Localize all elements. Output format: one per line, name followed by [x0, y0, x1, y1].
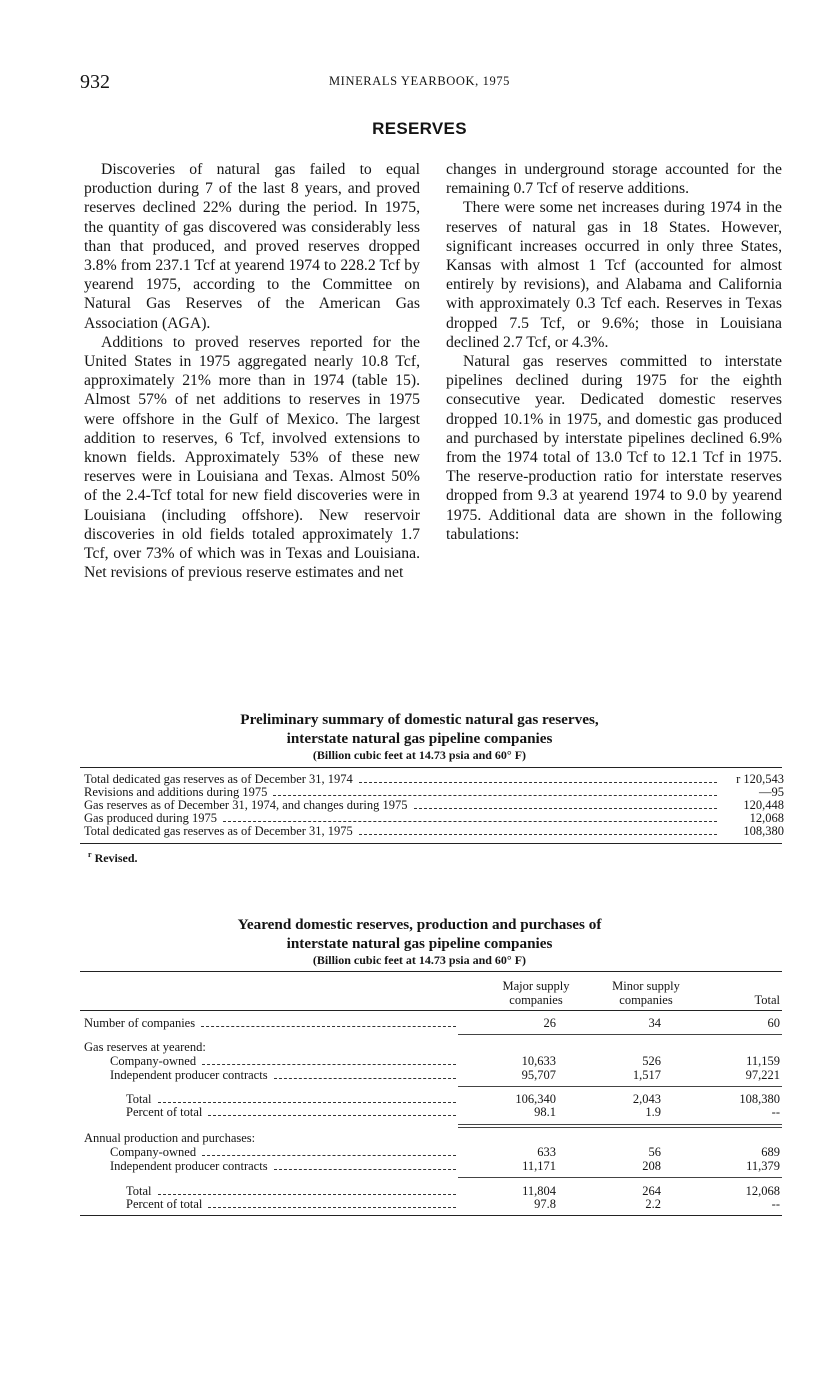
- cell-total: 108,380: [739, 1092, 780, 1106]
- footnote-mark: r: [88, 850, 92, 859]
- col-header-major: Major supply companies: [502, 979, 570, 1007]
- section-heading: Annual production and purchases:: [84, 1131, 256, 1145]
- row-label: Revisions and additions during 1975: [84, 785, 268, 799]
- col-header-minor: Minor supply companies: [612, 979, 680, 1007]
- summary-row: [84, 825, 784, 838]
- cell-minor: 526: [642, 1054, 661, 1068]
- left-text-column: [84, 160, 420, 582]
- cell-major: 10,633: [521, 1054, 556, 1068]
- cell-major: 11,171: [522, 1159, 556, 1173]
- row-label: Company-owned: [110, 1145, 197, 1159]
- table-rule: [458, 1177, 782, 1178]
- cell-total: --: [771, 1197, 780, 1211]
- table-rule: [458, 1034, 782, 1035]
- table-row: [126, 1105, 784, 1119]
- table-row: [126, 1184, 784, 1198]
- summary-table-title-2: interstate natural gas pipeline companies: [286, 730, 553, 747]
- cell-minor: 208: [642, 1159, 661, 1173]
- cell-minor: 264: [642, 1184, 661, 1198]
- table-row: [110, 1145, 784, 1159]
- cell-major: 95,707: [521, 1068, 556, 1082]
- cell-total: 12,068: [745, 1184, 780, 1198]
- leader-dots: [359, 834, 717, 835]
- table-row: [110, 1054, 784, 1068]
- row-value: 12,068: [749, 811, 784, 825]
- cell-total: 97,221: [745, 1068, 780, 1082]
- table-row: [84, 1016, 784, 1030]
- leader-dots: [208, 1115, 456, 1116]
- leader-dots: [202, 1155, 456, 1156]
- leader-dots: [158, 1194, 456, 1195]
- paragraph: changes in underground storage accounted for the remaining 0.7 Tcf of reserve additions.: [446, 161, 782, 198]
- table-row: [126, 1092, 784, 1106]
- section-heading: Gas reserves at yearend:: [84, 1040, 206, 1054]
- table-rule: [458, 1124, 782, 1125]
- yearend-table-title-1: Yearend domestic reserves, production and purchases of: [237, 916, 602, 933]
- paragraph: Discoveries of natural gas failed to equal production during 7 of the last 8 years, and proved reserves declined 22% during the period. In 1975, the quantity of gas discovered was considerably less than that produced, and proved reserves dropped 3.8% from 237.1 Tcf at yearend 1974 to 228.2 Tcf by yearend 1975, according to the Committee on Natural Gas Reserves of the American Gas Association (AGA).: [84, 161, 420, 332]
- row-label: Independent producer contracts: [110, 1068, 268, 1082]
- cell-minor: 2.2: [645, 1197, 661, 1211]
- table-rule: [80, 971, 782, 972]
- cell-major: 633: [537, 1145, 556, 1159]
- row-label: Percent of total: [126, 1105, 203, 1119]
- row-value: 120,448: [743, 798, 784, 812]
- row-label: Total: [126, 1184, 152, 1198]
- table-rule: [458, 1127, 782, 1128]
- table-rule: [458, 1086, 782, 1087]
- right-text-column: [446, 160, 782, 544]
- paragraph: Natural gas reserves committed to interstate pipelines declined during 1975 for the eighth consecutive year. Dedicated domestic reserves dropped 10.1% in 1975, and domestic gas produced and purchased by interstate pipelines declined 6.9% from the 1974 total of 13.0 Tcf to 12.1 Tcf in 1975. The reserve-production ratio for interstate reserves dropped from 9.3 at yearend 1974 to 9.0 by yearend 1975. Additional data are shown in the following tabulations:: [446, 353, 782, 543]
- row-label: Number of companies: [84, 1016, 196, 1030]
- leader-dots: [223, 821, 717, 822]
- cell-minor: 34: [648, 1016, 661, 1030]
- row-label: Total dedicated gas reserves as of December 31, 1974: [84, 772, 353, 786]
- summary-table-subtitle: (Billion cubic feet at 14.73 psia and 60° F): [312, 748, 527, 762]
- yearend-table-subtitle: (Billion cubic feet at 14.73 psia and 60° F): [312, 953, 527, 967]
- page-number: 932: [80, 71, 110, 93]
- yearend-table-title-2: interstate natural gas pipeline companies: [286, 935, 553, 952]
- leader-dots: [208, 1207, 456, 1208]
- row-label: Total: [126, 1092, 152, 1106]
- leader-dots: [274, 1169, 456, 1170]
- cell-major: 11,804: [522, 1184, 556, 1198]
- row-value: r 120,543: [736, 772, 784, 786]
- leader-dots: [274, 1078, 456, 1079]
- cell-total: 11,379: [746, 1159, 780, 1173]
- leader-dots: [414, 808, 717, 809]
- table-rule: [80, 1215, 782, 1216]
- leader-dots: [202, 1064, 456, 1065]
- running-title: MINERALS YEARBOOK, 1975: [328, 74, 511, 88]
- table-row: [110, 1068, 784, 1082]
- summary-table-title-1: Preliminary summary of domestic natural gas reserves,: [240, 711, 599, 728]
- table-rule: [80, 843, 782, 844]
- cell-minor: 2,043: [632, 1092, 661, 1106]
- leader-dots: [201, 1026, 456, 1027]
- table-row: [110, 1159, 784, 1173]
- cell-major: 97.8: [534, 1197, 556, 1211]
- footnote-text: Revised.: [94, 851, 138, 865]
- row-value: 108,380: [743, 824, 784, 838]
- leader-dots: [359, 782, 717, 783]
- row-label: Independent producer contracts: [110, 1159, 268, 1173]
- cell-total: 689: [761, 1145, 780, 1159]
- paragraph: Additions to proved reserves reported for the United States in 1975 aggregated nearly 10.8 Tcf, approximately 21% more than in 1974 (table 15). Almost 57% of net additions to reserves in 1975 were offshore in the Gulf of Mexico. The largest addition to reserves, 6 Tcf, involved extensions to known fields. Approximately 53% of these new reserves were in Louisiana and Texas. Almost 50% of the 2.4-Tcf total for new field discoveries were in Louisiana (including offshore). New reservoir discoveries in old fields totaled approximately 1.7 Tcf, over 73% of which was in Texas and Louisiana. Net revisions of previous reserve estimates and net: [84, 333, 420, 582]
- footnote: [88, 850, 138, 866]
- col-header-total: Total: [754, 993, 780, 1007]
- row-label: Gas reserves as of December 31, 1974, and changes during 1975: [84, 798, 408, 812]
- cell-minor: 1,517: [632, 1068, 661, 1082]
- cell-total: 11,159: [746, 1054, 780, 1068]
- cell-major: 98.1: [534, 1105, 556, 1119]
- cell-major: 26: [543, 1016, 556, 1030]
- table-row: [126, 1197, 784, 1211]
- table-rule: [80, 1010, 782, 1011]
- table-rule: [80, 767, 782, 768]
- cell-total: 60: [767, 1016, 780, 1030]
- cell-minor: 56: [648, 1145, 661, 1159]
- row-label: Percent of total: [126, 1197, 203, 1211]
- row-label: Total dedicated gas reserves as of December 31, 1975: [84, 824, 353, 838]
- section-title: RESERVES: [372, 119, 467, 138]
- row-label: Company-owned: [110, 1054, 197, 1068]
- row-value: —95: [759, 785, 784, 799]
- leader-dots: [158, 1102, 456, 1103]
- row-label: Gas produced during 1975: [84, 811, 217, 825]
- leader-dots: [273, 795, 717, 796]
- cell-total: --: [771, 1105, 780, 1119]
- paragraph: There were some net increases during 1974 in the reserves of natural gas in 18 States. However, significant increases occurred in only three States, Kansas with almost 1 Tcf (accounted for almost entirely by revisions), and Alabama and California with approximately 0.3 Tcf each. Reserves in Texas dropped 7.5 Tcf, or 9.6%; those in Louisiana declined 2.7 Tcf, or 4.3%.: [446, 199, 782, 351]
- cell-minor: 1.9: [645, 1105, 661, 1119]
- cell-major: 106,340: [515, 1092, 556, 1106]
